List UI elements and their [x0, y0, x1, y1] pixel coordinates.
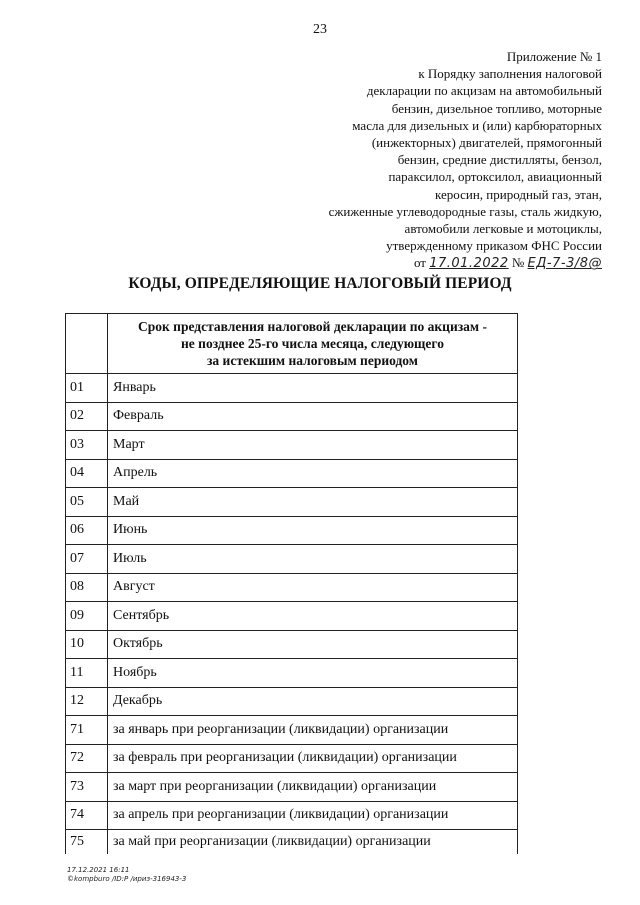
table-row	[66, 488, 518, 517]
table-row	[66, 716, 518, 745]
period-cell: за февраль при реорганизации (ликвидации) организации	[108, 744, 518, 773]
code-cell: 12	[66, 687, 108, 716]
period-cell: Апрель	[108, 459, 518, 488]
code-cell: 03	[66, 431, 108, 460]
appendix-line: утвержденному приказом ФНС России	[386, 238, 602, 254]
appendix-line: к Порядку заполнения налоговой	[418, 66, 602, 82]
table-row	[66, 659, 518, 688]
appendix-line: масла для дизельных и (или) карбюраторных	[352, 117, 602, 133]
number-prefix: №	[511, 255, 525, 271]
order-reference	[282, 254, 602, 272]
table-row	[66, 573, 518, 602]
code-cell: 08	[66, 573, 108, 602]
period-cell: Август	[108, 573, 518, 602]
period-cell: за январь при реорганизации (ликвидации) организации	[108, 716, 518, 745]
from-prefix: от	[413, 255, 426, 271]
period-cell: Октябрь	[108, 630, 518, 659]
appendix-line: бензин, дизельное топливо, моторные	[391, 100, 602, 116]
code-cell: 04	[66, 459, 108, 488]
table-header-row	[66, 314, 518, 374]
header-line: не позднее 25-го числа месяца, следующего	[181, 336, 444, 351]
table-row	[66, 830, 518, 855]
appendix-line: керосин, природный газ, этан,	[435, 186, 602, 202]
code-cell: 07	[66, 545, 108, 574]
period-cell: за апрель при реорганизации (ликвидации) организации	[108, 801, 518, 830]
appendix-line: сжиженные углеводородные газы, сталь жидкую,	[328, 203, 602, 219]
page-number: 23	[313, 22, 327, 37]
appendix-line: параксилол, ортоксилол, авиационный	[388, 169, 602, 185]
table-row	[66, 402, 518, 431]
header-code-cell	[66, 314, 108, 374]
code-cell: 02	[66, 402, 108, 431]
table-row	[66, 431, 518, 460]
code-cell: 75	[66, 830, 108, 855]
header-line: за истекшим налоговым периодом	[207, 353, 418, 368]
code-cell: 05	[66, 488, 108, 517]
code-cell: 72	[66, 744, 108, 773]
handwritten-order-number: ЕД-7-3/8@	[527, 256, 602, 272]
period-cell: Май	[108, 488, 518, 517]
appendix-note	[282, 48, 602, 273]
code-cell: 71	[66, 716, 108, 745]
table-body	[66, 374, 518, 855]
period-cell: Январь	[108, 374, 518, 403]
table-row	[66, 744, 518, 773]
table-row	[66, 374, 518, 403]
period-cell: Февраль	[108, 402, 518, 431]
period-cell: Март	[108, 431, 518, 460]
period-cell: за май при реорганизации (ликвидации) организации	[108, 830, 518, 855]
appendix-line: бензин, средние дистилляты, бензол,	[397, 152, 602, 168]
table-row	[66, 630, 518, 659]
footer-source: ©kompburo /ID:P /ириз-316943-3	[67, 875, 187, 883]
code-cell: 01	[66, 374, 108, 403]
code-cell: 74	[66, 801, 108, 830]
table-row	[66, 459, 518, 488]
tax-period-codes-table	[65, 313, 518, 854]
table-row	[66, 545, 518, 574]
code-cell: 06	[66, 516, 108, 545]
table-row	[66, 602, 518, 631]
footer-timestamp: 17.12.2021 16:11	[67, 866, 130, 874]
table-row	[66, 773, 518, 802]
document-title: КОДЫ, ОПРЕДЕЛЯЮЩИЕ НАЛОГОВЫЙ ПЕРИОД	[128, 275, 512, 292]
period-cell: Июнь	[108, 516, 518, 545]
header-period-cell	[108, 314, 518, 374]
code-cell: 10	[66, 630, 108, 659]
table-row	[66, 516, 518, 545]
code-cell: 09	[66, 602, 108, 631]
period-cell: Сентябрь	[108, 602, 518, 631]
period-cell: Ноябрь	[108, 659, 518, 688]
header-line: Срок представления налоговой декларации по акцизам -	[138, 319, 487, 334]
appendix-line: (инжекторных) двигателей, прямогонный	[371, 135, 602, 151]
code-cell: 73	[66, 773, 108, 802]
appendix-line: декларации по акцизам на автомобильный	[366, 83, 602, 99]
period-cell: за март при реорганизации (ликвидации) организации	[108, 773, 518, 802]
code-cell: 11	[66, 659, 108, 688]
table-row	[66, 801, 518, 830]
footer-stamp	[67, 866, 186, 884]
period-cell: Июль	[108, 545, 518, 574]
appendix-line: Приложение № 1	[506, 49, 602, 64]
handwritten-date: 17.01.2022	[429, 256, 509, 272]
appendix-line: автомобили легковые и мотоциклы,	[404, 221, 602, 237]
table-row	[66, 687, 518, 716]
period-cell: Декабрь	[108, 687, 518, 716]
